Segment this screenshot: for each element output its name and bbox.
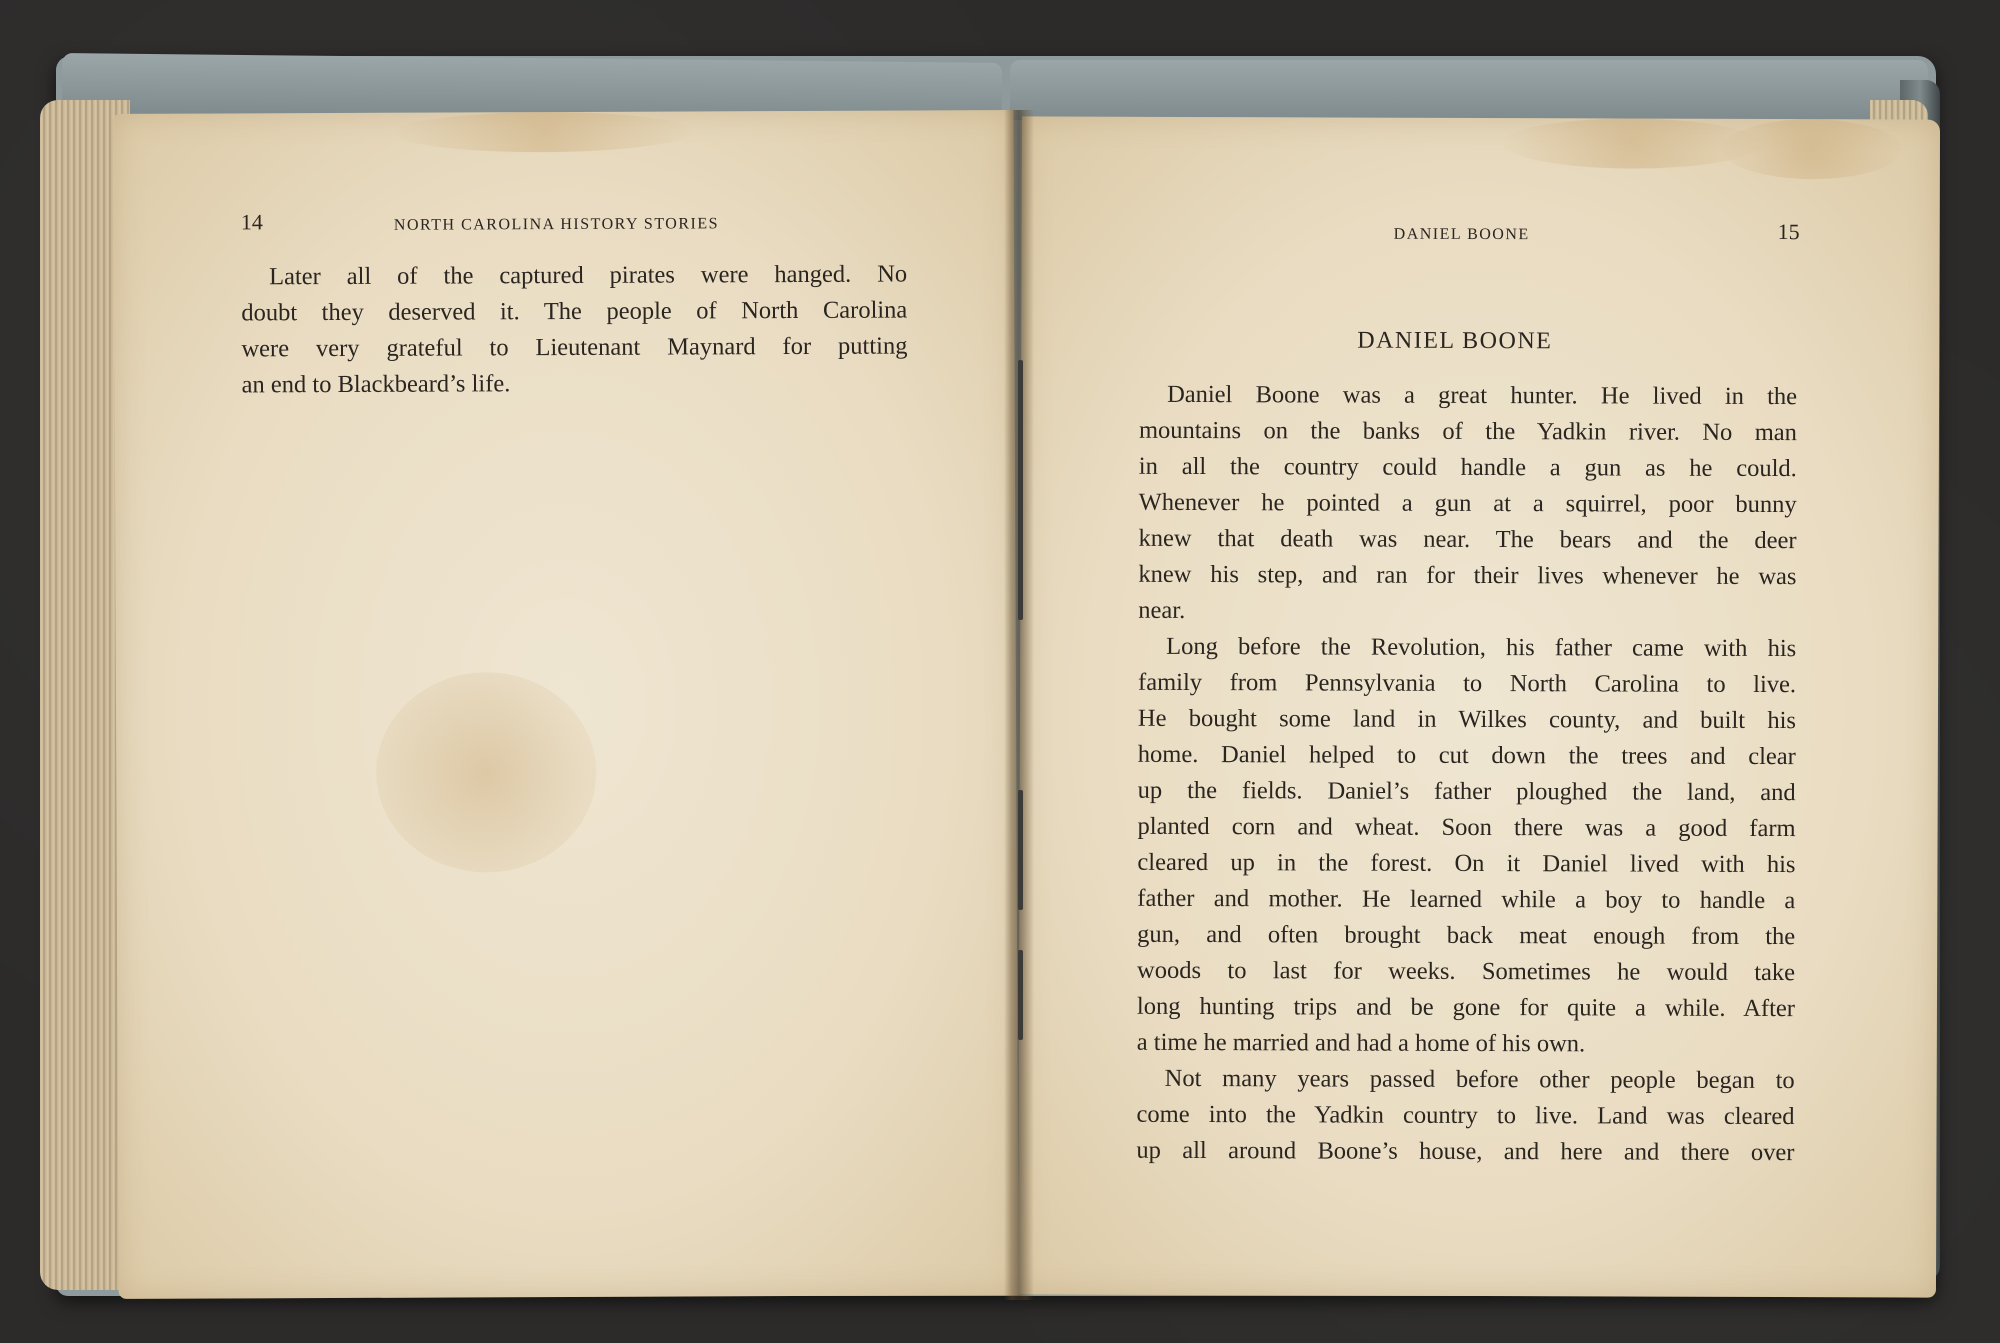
text-line: in all the country could handle a gun as he could. (1138, 452, 1797, 483)
text-line: up the fields. Daniel’s father ploughed the land, and (1137, 776, 1796, 807)
page-number: 14 (240, 209, 263, 235)
page-stain (393, 111, 693, 152)
text-line: cleared up in the forest. On it Daniel lived with his (1137, 848, 1796, 879)
text-line: planted corn and wheat. Soon there was a good farm (1137, 812, 1796, 843)
body-paragraph (241, 257, 908, 404)
left-page (113, 110, 1018, 1299)
book-gutter (1004, 110, 1034, 1300)
text-line: near. (1138, 596, 1186, 624)
text-line: come into the Yadkin country to live. Land was cleared (1136, 1100, 1795, 1131)
body-paragraph (1136, 1061, 1794, 1171)
text-line: long hunting trips and be gone for quite a while. After (1136, 992, 1795, 1023)
text-line: gun, and often brought back meat enough from the (1137, 920, 1796, 951)
running-head: DANIEL BOONE (1393, 225, 1530, 244)
text-line: Not many years passed before other people began to (1164, 1064, 1795, 1095)
text-line: Later all of the captured pirates were hanged. No (269, 260, 908, 291)
text-line: doubt they deserved it. The people of North Carolina (241, 296, 908, 327)
page-stain (376, 672, 597, 873)
text-line: home. Daniel helped to cut down the trees and clear (1137, 740, 1796, 771)
binding-thread (1018, 950, 1023, 1040)
chapter-title: DANIEL BOONE (1357, 327, 1553, 355)
text-line: Whenever he pointed a gun at a squirrel, poor bunny (1138, 488, 1797, 519)
text-line: an end to Blackbeard’s life. (241, 370, 511, 399)
text-line: knew that death was near. The bears and the deer (1138, 524, 1797, 555)
text-line: knew his step, and ran for their lives whenever he was (1138, 560, 1797, 591)
body-paragraph (1137, 629, 1797, 1063)
running-head: NORTH CAROLINA HISTORY STORIES (393, 215, 720, 234)
right-page (1018, 116, 1940, 1297)
cover-top-edge-right (1010, 60, 1928, 120)
text-line: Long before the Revolution, his father came with his (1166, 632, 1797, 663)
text-line: family from Pennsylvania to North Carolina to live. (1138, 668, 1797, 699)
body-paragraph (1138, 377, 1797, 631)
text-line: Daniel Boone was a great hunter. He lived in the (1167, 380, 1798, 411)
binding-thread (1018, 480, 1023, 620)
page-number: 15 (1777, 219, 1800, 245)
page-stain (1722, 119, 1902, 180)
text-line: He bought some land in Wilkes county, and built his (1137, 704, 1797, 735)
text-line: up all around Boone’s house, and here and there over (1136, 1136, 1795, 1167)
binding-thread (1018, 790, 1023, 910)
text-line: were very grateful to Lieutenant Maynard for putting (241, 332, 908, 363)
text-line: mountains on the banks of the Yadkin river. No man (1138, 416, 1798, 447)
text-line: woods to last for weeks. Sometimes he would take (1137, 956, 1796, 987)
text-line: a time he married and had a home of his own. (1136, 1028, 1586, 1058)
text-line: father and mother. He learned while a boy to handle a (1137, 884, 1796, 915)
